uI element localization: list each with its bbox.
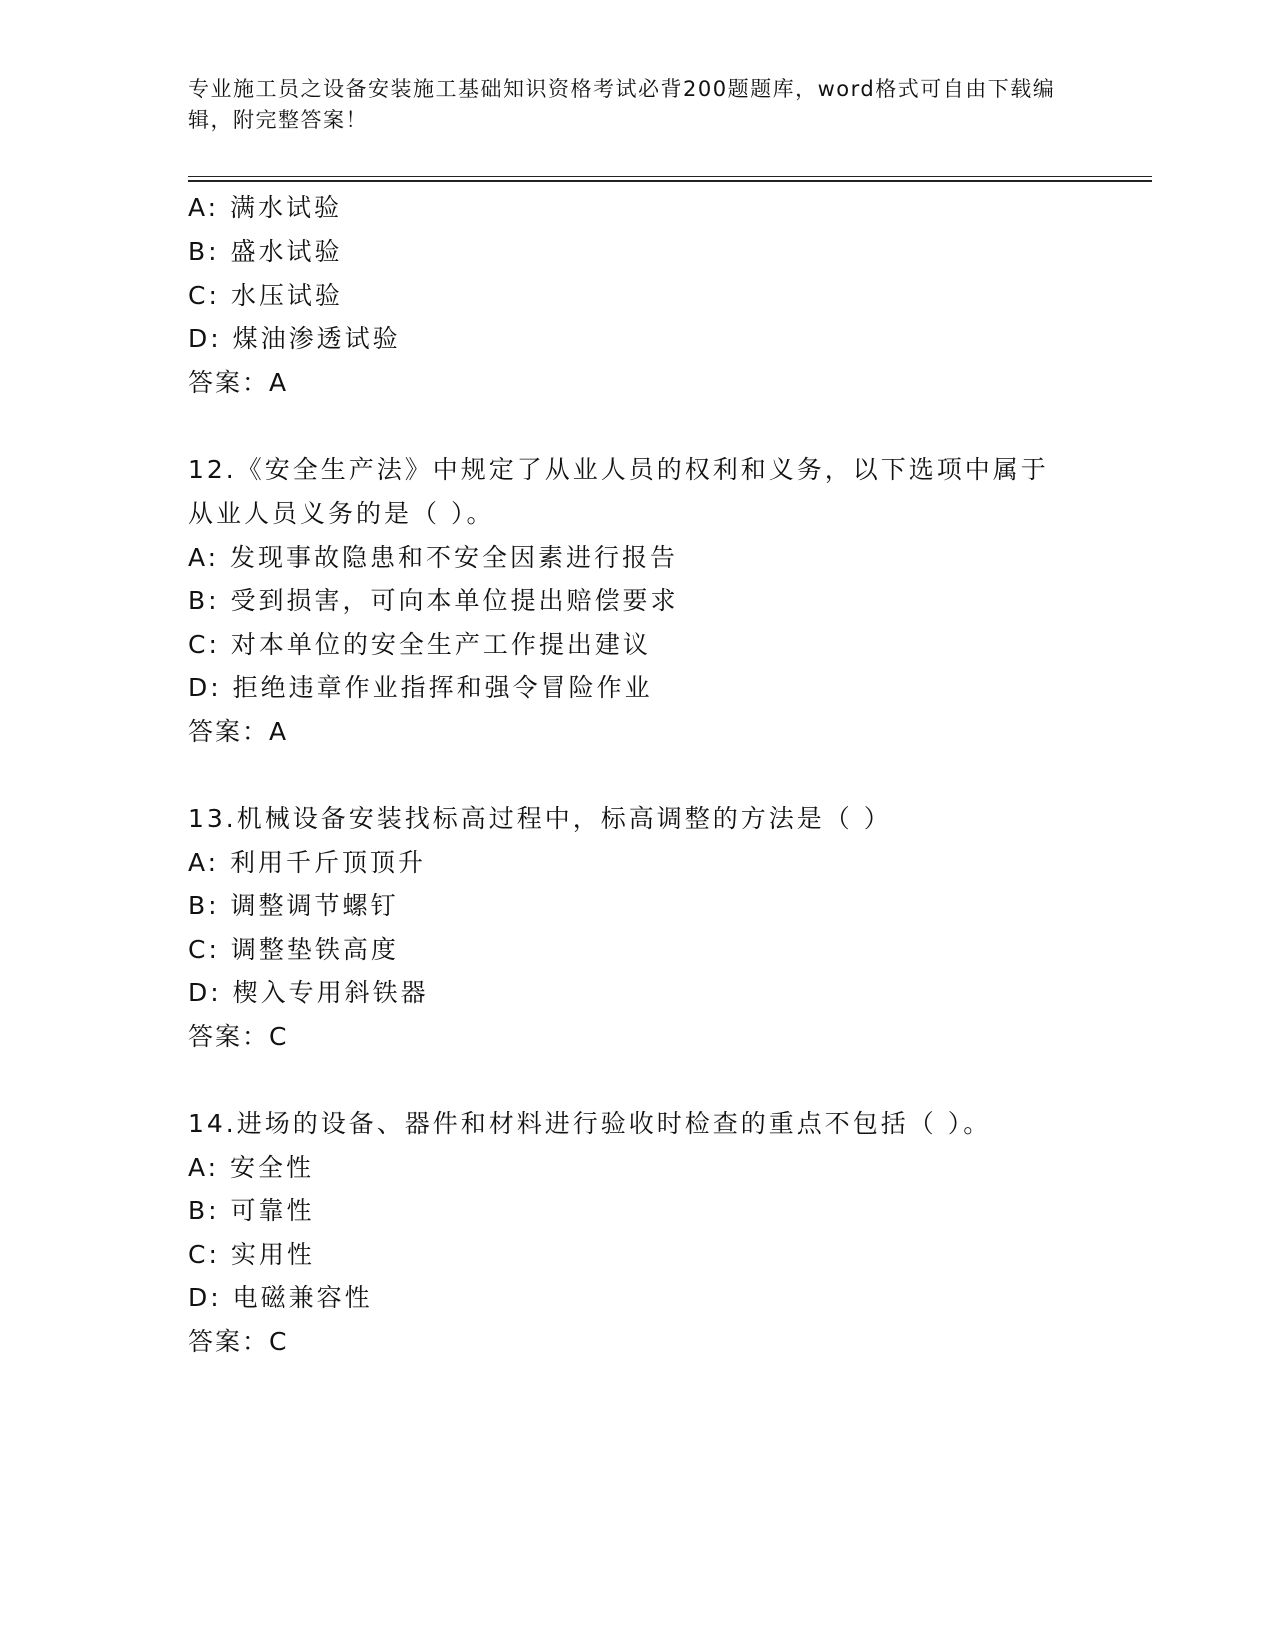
q13-option-d: D: 楔入专用斜铁器 bbox=[188, 978, 429, 1007]
header-rule-thin bbox=[188, 176, 1152, 177]
q13-stem-line1: 13.机械设备安装找标高过程中，标高调整的方法是（ ） bbox=[188, 804, 892, 833]
q14-option-b: B: 可靠性 bbox=[188, 1196, 315, 1225]
q13-answer: 答案：C bbox=[188, 1022, 289, 1051]
q12-stem-line2: 从业人员义务的是（ ）。 bbox=[188, 499, 495, 528]
q13-option-c: C: 调整垫铁高度 bbox=[188, 935, 399, 964]
q14-answer: 答案：C bbox=[188, 1327, 289, 1356]
q13-option-b: B: 调整调节螺钉 bbox=[188, 891, 399, 920]
q14-option-d: D: 电磁兼容性 bbox=[188, 1283, 373, 1312]
q12-stem-line1: 12.《安全生产法》中规定了从业人员的权利和义务，以下选项中属于 bbox=[188, 455, 1049, 484]
q11-option-b: B: 盛水试验 bbox=[188, 237, 343, 266]
q13-option-a: A: 利用千斤顶顶升 bbox=[188, 848, 427, 877]
q12-option-d: D: 拒绝违章作业指挥和强令冒险作业 bbox=[188, 673, 653, 702]
q11-option-d: D: 煤油渗透试验 bbox=[188, 324, 401, 353]
q14-option-a: A: 安全性 bbox=[188, 1153, 315, 1182]
q12-answer: 答案：A bbox=[188, 717, 289, 746]
header-rule-thick bbox=[188, 180, 1152, 182]
q14-stem-line1: 14.进场的设备、器件和材料进行验收时检查的重点不包括（ ）。 bbox=[188, 1109, 992, 1138]
q11-answer: 答案：A bbox=[188, 368, 289, 397]
q12-option-b: B: 受到损害，可向本单位提出赔偿要求 bbox=[188, 586, 679, 615]
document-header: 专业施工员之设备安装施工基础知识资格考试必背200题题库，word格式可自由下载编辑，附完整答案！ bbox=[188, 77, 1056, 132]
q11-option-c: C: 水压试验 bbox=[188, 281, 343, 310]
q12-option-c: C: 对本单位的安全生产工作提出建议 bbox=[188, 630, 651, 659]
q12-option-a: A: 发现事故隐患和不安全因素进行报告 bbox=[188, 543, 679, 572]
q14-option-c: C: 实用性 bbox=[188, 1240, 315, 1269]
q11-option-a: A: 满水试验 bbox=[188, 193, 343, 222]
